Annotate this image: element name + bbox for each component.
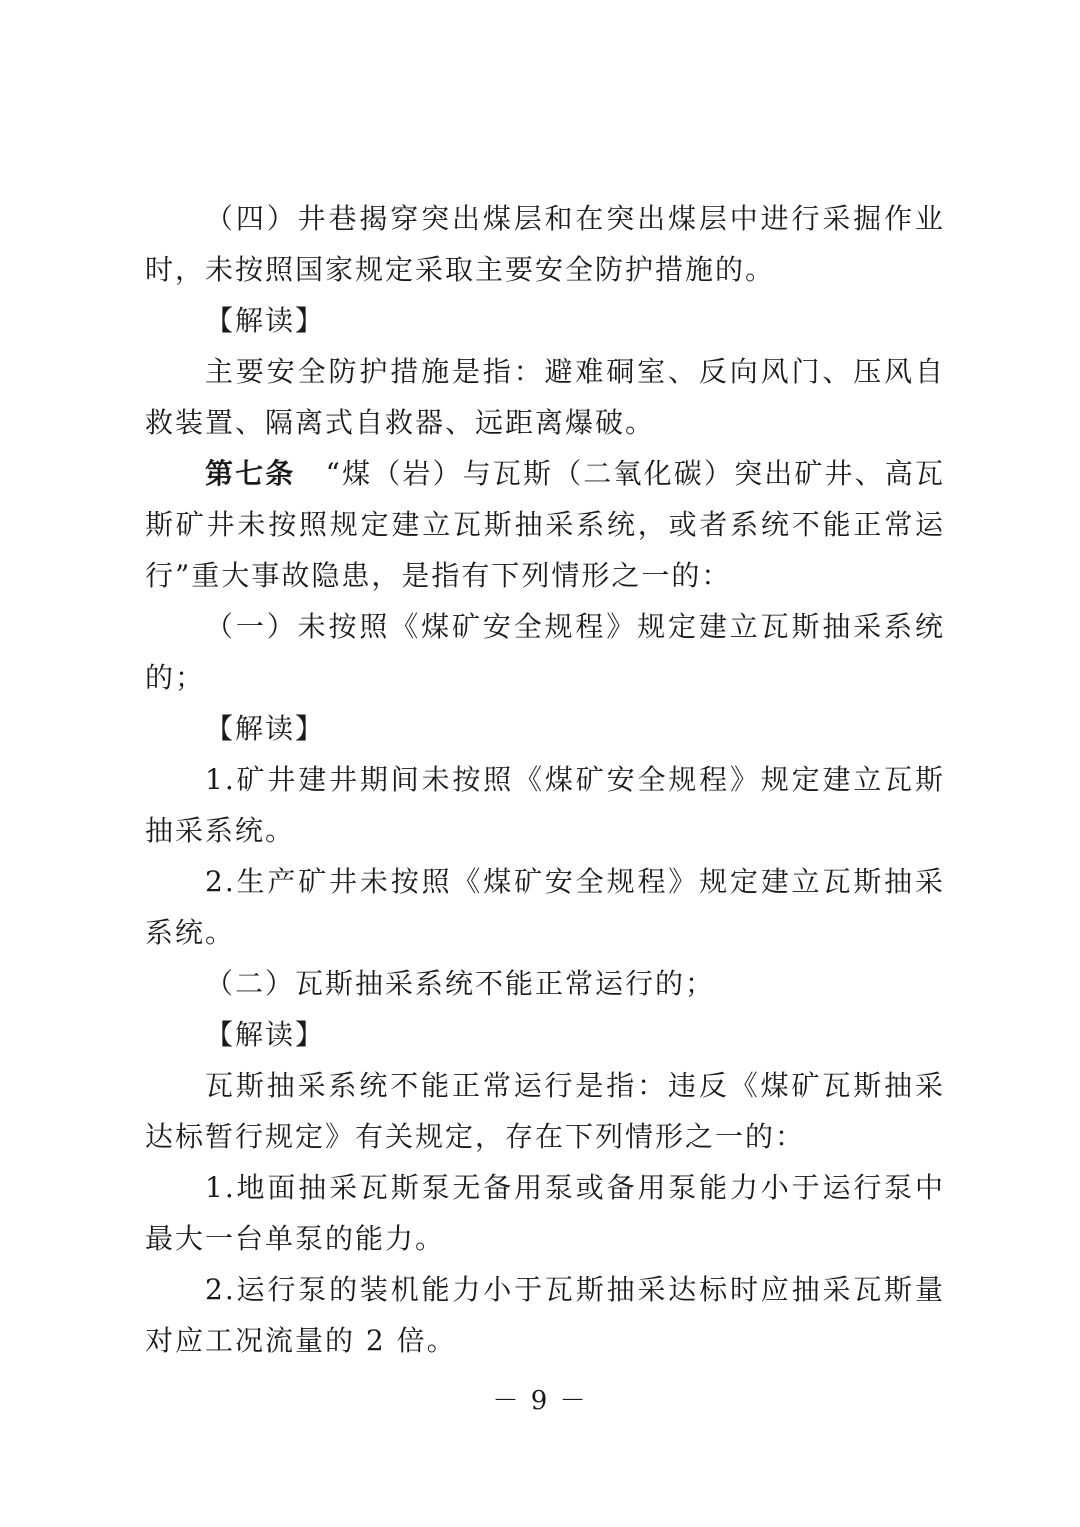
interpretation-heading: 【解读】	[205, 304, 326, 337]
document-body	[145, 193, 945, 1366]
interpretation-point-2: 2.运行泵的装机能力小于瓦斯抽采达标时应抽采瓦斯量对应工况流量的 2 倍。	[145, 1273, 945, 1357]
interpretation-point-2: 2.生产矿井未按照《煤矿安全规程》规定建立瓦斯抽采系统。	[145, 865, 945, 949]
article-7-label: 第七条	[205, 457, 296, 490]
paragraph-item-2: （二）瓦斯抽采系统不能正常运行的；	[205, 967, 716, 1000]
interpretation-text: 主要安全防护措施是指：避难硐室、反向风门、压风自救装置、隔离式自救器、远距离爆破。	[145, 355, 945, 439]
interpretation-text: 瓦斯抽采系统不能正常运行是指：违反《煤矿瓦斯抽采达标暂行规定》有关规定，存在下列情形之一的：	[145, 1069, 945, 1153]
interpretation-point-1: 1.矿井建井期间未按照《煤矿安全规程》规定建立瓦斯抽采系统。	[145, 763, 945, 847]
article-7-paragraph	[145, 448, 945, 601]
page-number: － 9 －	[492, 1386, 588, 1416]
paragraph-item-4: （四）井巷揭穿突出煤层和在突出煤层中进行采掘作业时，未按照国家规定采取主要安全防护措施的。	[145, 202, 945, 286]
interpretation-heading: 【解读】	[205, 712, 326, 745]
article-7-text: “煤（岩）与瓦斯（二氧化碳）突出矿井、高瓦斯矿井未按照规定建立瓦斯抽采系统，或者系统不能正常运行”重大事故隐患，是指有下列情形之一的：	[145, 457, 945, 592]
interpretation-point-1: 1.地面抽采瓦斯泵无备用泵或备用泵能力小于运行泵中最大一台单泵的能力。	[145, 1171, 945, 1255]
paragraph-item-1: （一）未按照《煤矿安全规程》规定建立瓦斯抽采系统的；	[145, 610, 945, 694]
interpretation-heading: 【解读】	[205, 1018, 326, 1051]
